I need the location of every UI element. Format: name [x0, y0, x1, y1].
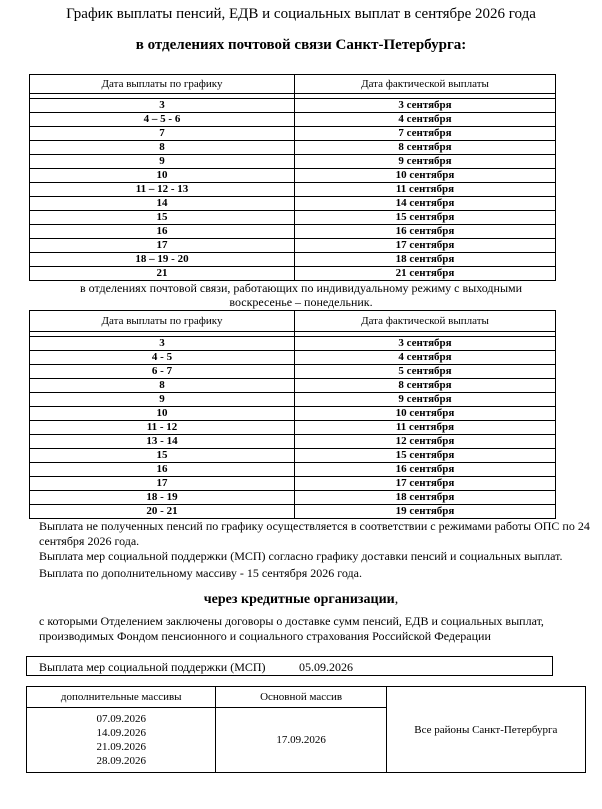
scheduled-date-cell: 21 [30, 267, 295, 281]
scheduled-date-cell: 10 [30, 407, 295, 421]
scheduled-date-cell: 15 [30, 449, 295, 463]
msp-label: Выплата мер социальной поддержки (МСП) [39, 660, 266, 674]
table-row [30, 253, 556, 267]
schedule-table-individual [29, 310, 556, 519]
actual-date-cell: 19 сентября [295, 505, 556, 519]
table-row [30, 141, 556, 155]
credit-heading-text: через кредитные организации [203, 592, 395, 607]
table-row [30, 477, 556, 491]
actual-date-cell: 4 сентября [295, 351, 556, 365]
scheduled-date-cell: 18 – 19 - 20 [30, 253, 295, 267]
table-row [30, 449, 556, 463]
note-msp-schedule: Выплата мер социальной поддержки (МСП) согласно графику доставки пенсий и социальных выплат. [39, 549, 563, 563]
credit-heading-suffix: , [394, 592, 399, 607]
table-row [30, 155, 556, 169]
header-main-array: Основной массив [216, 687, 386, 708]
scheduled-date-cell: 14 [30, 197, 295, 211]
actual-date-cell: 17 сентября [295, 239, 556, 253]
header-scheduled-date: Дата выплаты по графику [30, 75, 295, 94]
actual-date-cell: 10 сентября [295, 169, 556, 183]
scheduled-date-cell: 17 [30, 239, 295, 253]
scheduled-date-cell: 4 – 5 - 6 [30, 113, 295, 127]
table-row [30, 393, 556, 407]
table-row [30, 127, 556, 141]
actual-date-cell: 18 сентября [295, 491, 556, 505]
actual-date-cell: 17 сентября [295, 477, 556, 491]
table-row [30, 365, 556, 379]
additional-date: 21.09.2026 [96, 741, 146, 753]
table-row [30, 435, 556, 449]
table-row [30, 239, 556, 253]
note-additional-array: Выплата по дополнительному массиву - 15 сентября 2026 года. [39, 566, 362, 580]
scheduled-date-cell: 15 [30, 211, 295, 225]
actual-date-cell: 7 сентября [295, 127, 556, 141]
actual-date-cell: 11 сентября [295, 421, 556, 435]
table-row [30, 351, 556, 365]
actual-date-cell: 14 сентября [295, 197, 556, 211]
actual-date-cell: 10 сентября [295, 407, 556, 421]
header-additional-arrays: дополнительные массивы [27, 687, 216, 708]
individual-mode-note [0, 281, 602, 309]
scheduled-date-cell: 16 [30, 225, 295, 239]
additional-date: 14.09.2026 [96, 727, 146, 739]
table-row [30, 99, 556, 113]
header-actual-date: Дата фактической выплаты [295, 311, 556, 332]
actual-date-cell: 3 сентября [295, 337, 556, 351]
table-row [30, 211, 556, 225]
actual-date-cell: 16 сентября [295, 225, 556, 239]
table-row [30, 379, 556, 393]
scheduled-date-cell: 8 [30, 379, 295, 393]
actual-date-cell: 9 сентября [295, 155, 556, 169]
actual-date-cell: 15 сентября [295, 211, 556, 225]
table-row [30, 197, 556, 211]
table-row [30, 169, 556, 183]
additional-date: 28.09.2026 [96, 755, 146, 767]
actual-date-cell: 9 сентября [295, 393, 556, 407]
scheduled-date-cell: 16 [30, 463, 295, 477]
table-header-row [30, 75, 556, 94]
actual-date-cell: 18 сентября [295, 253, 556, 267]
scheduled-date-cell: 10 [30, 169, 295, 183]
actual-date-cell: 5 сентября [295, 365, 556, 379]
additional-date: 07.09.2026 [96, 713, 146, 725]
header-actual-date: Дата фактической выплаты [295, 75, 556, 94]
table-row [30, 421, 556, 435]
credit-schedule-table [26, 686, 586, 773]
schedule-table-standard [29, 74, 556, 281]
page-title: График выплаты пенсий, ЕДВ и социальных выплат в сентябре 2026 года [66, 6, 536, 22]
msp-payment-box [26, 656, 553, 676]
scheduled-date-cell: 9 [30, 393, 295, 407]
note-unreceived-pensions: Выплата не полученных пенсий по графику осуществляется в соответствии с режимами работы ОПС по 24 сентября 2026 года. [39, 519, 590, 548]
actual-date-cell: 15 сентября [295, 449, 556, 463]
actual-date-cell: 21 сентября [295, 267, 556, 281]
actual-date-cell: 16 сентября [295, 463, 556, 477]
scheduled-date-cell: 13 - 14 [30, 435, 295, 449]
scheduled-date-cell: 8 [30, 141, 295, 155]
scheduled-date-cell: 17 [30, 477, 295, 491]
actual-date-cell: 8 сентября [295, 379, 556, 393]
scheduled-date-cell: 18 - 19 [30, 491, 295, 505]
table-row [30, 183, 556, 197]
credit-organizations-heading [0, 592, 602, 608]
table-row [30, 225, 556, 239]
table-row [30, 505, 556, 519]
scheduled-date-cell: 4 - 5 [30, 351, 295, 365]
table-row [30, 463, 556, 477]
table-row [30, 491, 556, 505]
msp-date: 05.09.2026 [299, 660, 353, 674]
additional-dates-cell [27, 708, 216, 773]
actual-date-cell: 3 сентября [295, 99, 556, 113]
region-cell: Все районы Санкт-Петербурга [386, 687, 585, 773]
table-row [30, 337, 556, 351]
scheduled-date-cell: 3 [30, 337, 295, 351]
main-date-cell: 17.09.2026 [216, 708, 386, 773]
credit-organizations-text: с которыми Отделением заключены договоры о доставке сумм пенсий, ЕДВ и социальных выплат, производимых Фондом пенсионного и социального страхования Российской Федерации [39, 614, 544, 643]
table-row [30, 267, 556, 281]
scheduled-date-cell: 3 [30, 99, 295, 113]
scheduled-date-cell: 9 [30, 155, 295, 169]
table-row [30, 407, 556, 421]
scheduled-date-cell: 7 [30, 127, 295, 141]
scheduled-date-cell: 6 - 7 [30, 365, 295, 379]
individual-mode-note-line1: в отделениях почтовой связи, работающих по индивидуальному режиму с выходными [79, 281, 523, 295]
actual-date-cell: 4 сентября [295, 113, 556, 127]
post-offices-subtitle: в отделениях почтовой связи Санкт-Петербурга: [135, 37, 467, 53]
table-header-row [30, 311, 556, 332]
actual-date-cell: 11 сентября [295, 183, 556, 197]
table-row [30, 113, 556, 127]
actual-date-cell: 12 сентября [295, 435, 556, 449]
actual-date-cell: 8 сентября [295, 141, 556, 155]
scheduled-date-cell: 11 – 12 - 13 [30, 183, 295, 197]
scheduled-date-cell: 20 - 21 [30, 505, 295, 519]
header-scheduled-date: Дата выплаты по графику [30, 311, 295, 332]
individual-mode-note-line2: воскресенье – понедельник. [229, 295, 373, 309]
scheduled-date-cell: 11 - 12 [30, 421, 295, 435]
